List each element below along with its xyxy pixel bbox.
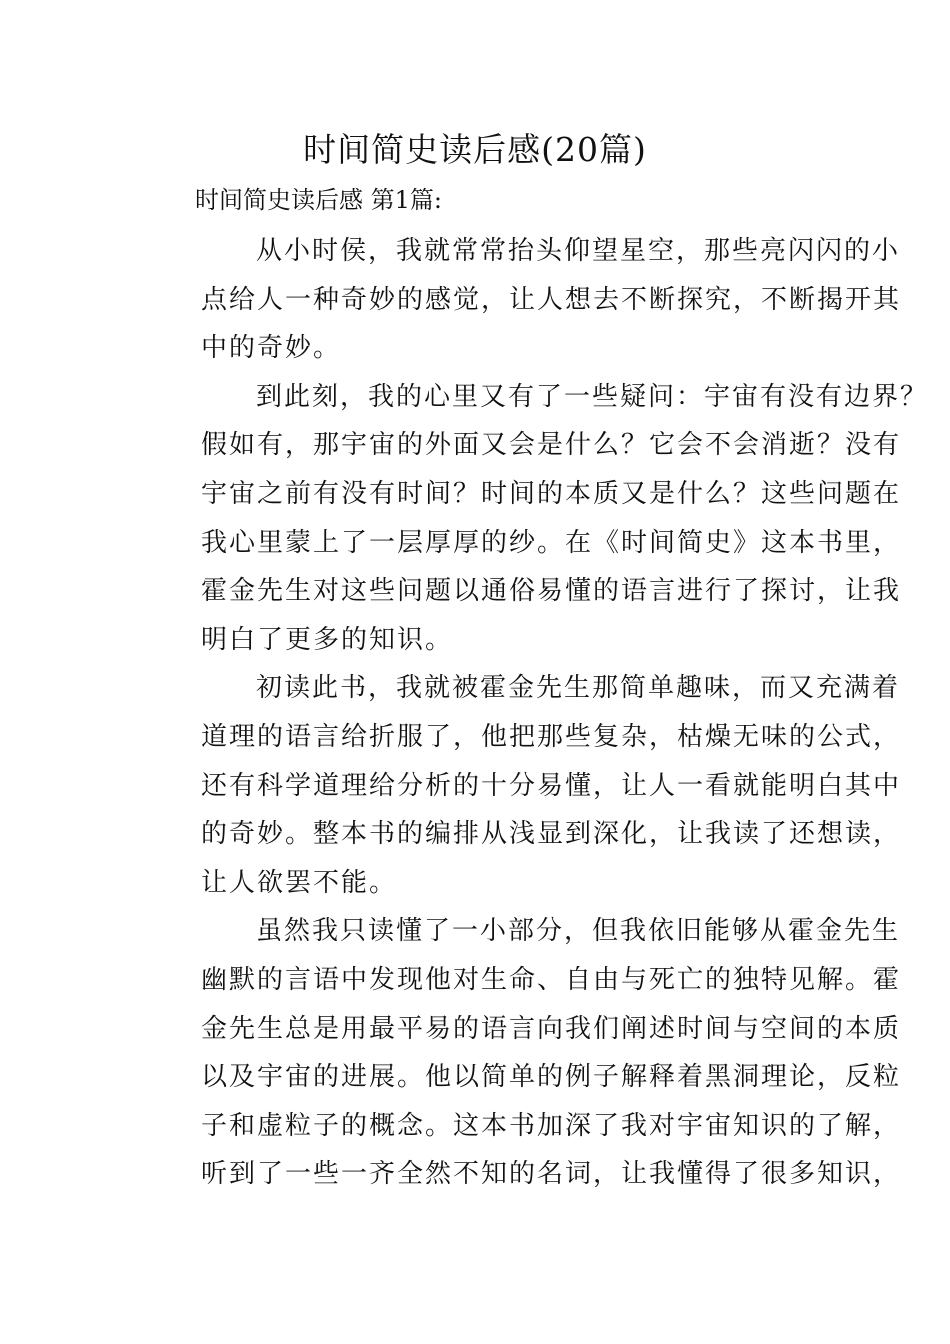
text-line: 子和虚粒子的概念。这本书加深了我对宇宙知识的了解， (201, 1110, 902, 1141)
text-line: 霍金先生对这些问题以通俗易懂的语言进行了探讨，让我 (201, 576, 902, 607)
section-heading: 时间简史读后感 第1篇: (195, 186, 442, 214)
text-line: 初读此书，我就被霍金先生那简单趣味，而又充满着 (256, 673, 901, 704)
text-line: 我心里蒙上了一层厚厚的纱。在《时间简史》这本书里， (201, 527, 902, 558)
text-line: 点给人一种奇妙的感觉，让人想去不断探究，不断揭开其 (201, 284, 902, 315)
document-body (146, 227, 929, 1199)
text-line: 假如有，那宇宙的外面又会是什么？它会不会消逝？没有 (201, 430, 902, 461)
text-line: 金先生总是用最平易的语言向我们阐述时间与空间的本质 (201, 1013, 902, 1044)
text-line: 到此刻，我的心里又有了一些疑问：宇宙有没有边界？ (256, 381, 929, 412)
paragraph-1 (146, 227, 902, 373)
paragraph-4 (146, 907, 902, 1199)
text-line: 听到了一些一齐全然不知的名词，让我懂得了很多知识， (201, 1159, 902, 1190)
text-line: 幽默的言语中发现他对生命、自由与死亡的独特见解。霍 (201, 964, 902, 995)
text-line: 明白了更多的知识。 (201, 624, 454, 655)
text-line: 虽然我只读懂了一小部分，但我依旧能够从霍金先生 (256, 916, 901, 947)
text-line: 以及宇宙的进展。他以简单的例子解释着黑洞理论，反粒 (201, 1062, 902, 1093)
text-line: 宇宙之前有没有时间？时间的本质又是什么？这些问题在 (201, 478, 902, 509)
paragraph-2 (146, 373, 929, 665)
paragraph-3 (146, 664, 902, 907)
text-line: 的奇妙。整本书的编排从浅显到深化，让我读了还想读， (201, 819, 902, 850)
text-line: 从小时侯，我就常常抬头仰望星空，那些亮闪闪的小 (256, 236, 901, 266)
text-line: 还有科学道理给分析的十分易懂，让人一看就能明白其中 (201, 770, 902, 801)
text-line: 中的奇妙。 (201, 333, 342, 364)
text-line: 让人欲罢不能。 (201, 867, 398, 898)
text-line: 道理的语言给折服了，他把那些复杂，枯燥无味的公式， (201, 721, 902, 752)
document-title: 时间简史读后感(20篇) (303, 130, 647, 169)
